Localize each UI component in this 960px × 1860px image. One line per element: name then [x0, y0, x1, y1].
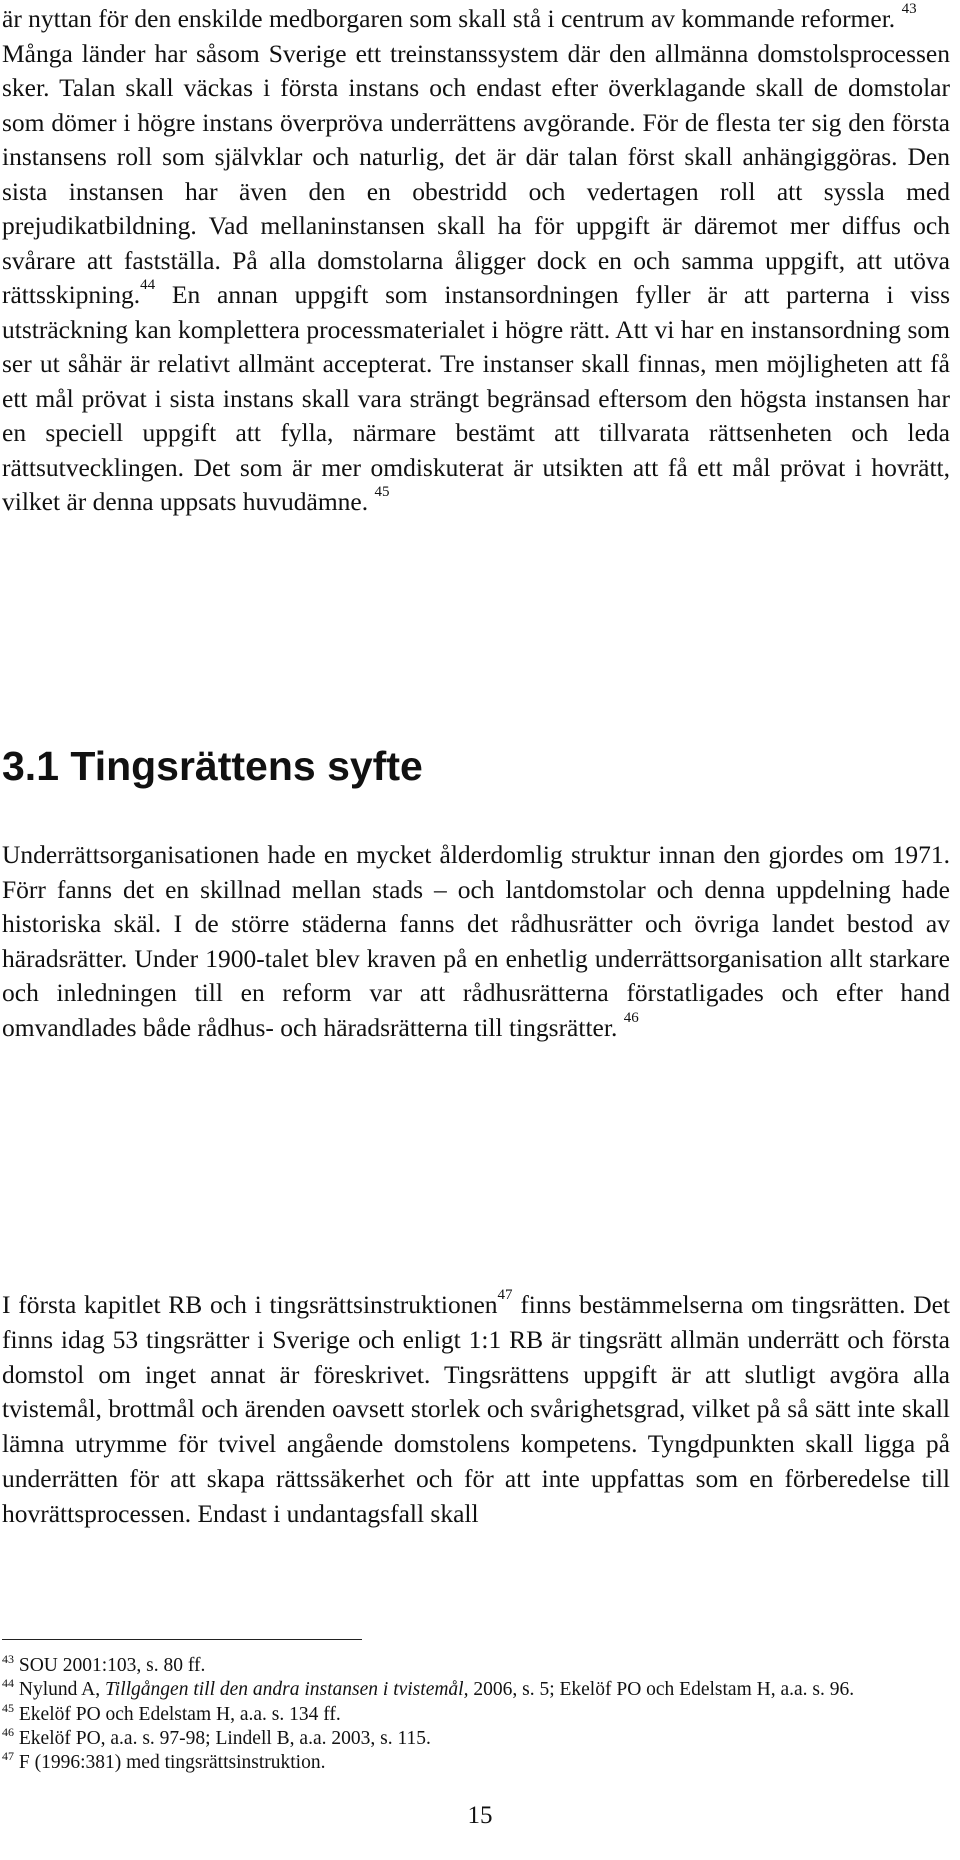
footnote-ref-45: 45: [374, 484, 390, 500]
intro-paragraph-2: [2, 37, 950, 520]
footnote-43: $^{43}$ SOU 2001:103, s. 80 ff.: [2, 1652, 206, 1676]
footnote-ref-44: 44: [140, 277, 156, 293]
section-p2-part2: finns bestämmelserna om tingsrätten. Det finns idag 53 tingsrätter i Sverige och enligt 1:1 RB är tingsrätt allmän underrätt och första domstol om inget annat är föreskrivet. Tingsrättens uppgift är att slutligt avgöra alla tvistemål, brottmål och ärenden oavsett storlek och svårighetsgrad, vilket på så sätt inte skall lämna utrymme för tvivel angående domstolens kompetens. Tyngdpunkten skall ligga på underrätten för att skapa rättssäkerhet och för att inte uppfattas som en förberedelse till hovrättsprocessen. Endast i undantagsfall skall: [2, 1290, 951, 1528]
section-paragraph-2: [2, 1288, 950, 1532]
footnote-45: $^{45}$ Ekelöf PO och Edelstam H, a.a. s. 134 ff.: [2, 1700, 341, 1725]
intro-p2-part1: Många länder har såsom Sverige ett treinstanssystem där den allmänna domstolsprocessen sker. Talan skall väckas i första instans och endast efter överklagande skall de domstolar som dömer i högre instans överpröva underrättens avgörande. För de flesta ter sig den första instansens roll som självklar och naturlig, det är där talan först skall anhängiggöras. Den sista instansen har även den en obestridd och vedertagen roll att syssla med prejudikatbildning. Vad mellaninstansen skall ha för uppgift är däremot mer diffus och svårare att fastställa. På alla domstolarna åligger dock en och samma uppgift, att utöva rättsskipning.: [2, 38, 950, 309]
footnote-ref-46: 46: [623, 1009, 639, 1026]
footnote-ref-47: 47: [497, 1287, 513, 1303]
footnote-separator: [2, 1639, 362, 1640]
footnote-46: $^{46}$ Ekelöf PO, a.a. s. 97-98; Lindell B, a.a. 2003, s. 115.: [2, 1724, 431, 1749]
section-p2-part1: I första kapitlet RB och i tingsrättsinstruktionen: [2, 1290, 498, 1319]
intro-lead-sentence: är nyttan för den enskilde medborgaren som skall stå i centrum av kommande reformer.: [2, 4, 896, 33]
page-number: 15: [467, 1802, 493, 1829]
footnote-47: $^{47}$ F (1996:381) med tingsrättsinstruktion.: [2, 1749, 326, 1774]
intro-paragraph-1: [2, 2, 950, 37]
intro-text: [2, 2, 950, 520]
section-p1-text: Underrättsorganisationen hade en mycket ålderdomlig struktur innan den gjordes om 1971. Förr fanns det en skillnad mellan stads – och lantdomstolar och denna uppdelning hade historiska skäl. I de större städerna fanns det rådhusrätter och övriga landet bestod av häradsrätter. Under 1900-talet blev kraven på en enhetlig underrättsorganisation allt starkare och inledningen till en reform var att rådhusrätterna förstatligades och efter hand omvandlades både rådhus- och häradsrätterna till tingsrätter.: [2, 840, 950, 1042]
section-paragraph-1: [2, 838, 950, 1046]
footnote-ref-43: 43: [901, 1, 917, 17]
footnotes-list: [2, 1654, 950, 1775]
intro-p2-part2: En annan uppgift som instansordningen fyller är att parterna i viss utsträckning kan komplettera processmaterialet i högre rätt. Att vi har en instansordning som ser ut såhär är relativt allmänt accepterat. Tre instanser skall finnas, men möjligheten att få ett mål prövat i sista instans skall vara strängt begränsad eftersom den högsta instansen har en speciell uppgift att fylla, närmare bestämt att tillvarata rättsenheten och leda rättsutvecklingen. Det som är mer omdiskuterat är utsikten att få ett mål prövat i hovrätt, vilket är denna uppsats huvudämne.: [2, 280, 951, 516]
footnote-44: $^{44}$ Nylund A, Tillgången till den andra instansen i tvistemål, 2006, s. 5; Ekelöf PO och Edelstam H, a.a. s. 96.: [2, 1676, 855, 1701]
section-heading: 3.1 Tingsrättens syfte: [2, 743, 423, 789]
